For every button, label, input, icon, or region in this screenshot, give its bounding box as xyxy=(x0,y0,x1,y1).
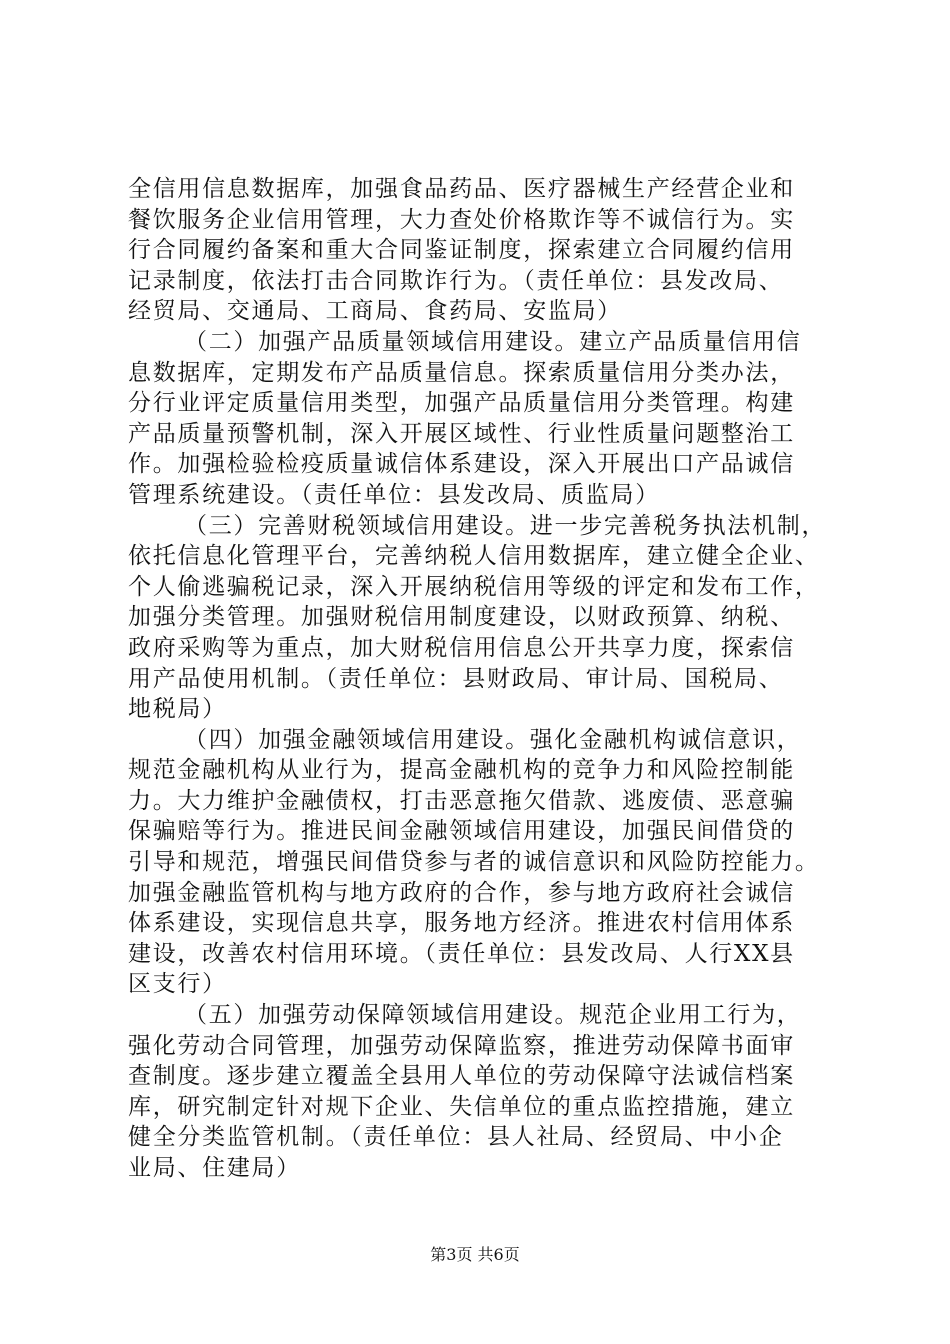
text-line-16: 政府采购等为重点，加大财税信用信息公开共享力度，探索信 xyxy=(128,634,795,661)
section-2-heading-line: （二）加强产品质量领域信用建设。建立产品质量信用信 xyxy=(184,328,802,355)
text-line-22: 保骗赔等行为。推进民间金融领域信用建设，加强民间借贷的 xyxy=(128,818,795,845)
text-line-29: 强化劳动合同管理，加强劳动保障监察，推进劳动保障书面审 xyxy=(128,1032,795,1059)
text-line-1: 全信用信息数据库，加强食品药品、医疗器械生产经营企业和 xyxy=(128,176,795,202)
text-line-10: 作。加强检验检疫质量诚信体系建设，深入开展出口产品诚信 xyxy=(128,451,795,478)
text-line-13: 依托信息化管理平台，完善纳税人信用数据库，建立健全企业、 xyxy=(128,543,820,570)
text-line-7: 息数据库，定期发布产品质量信息。探索质量信用分类办法， xyxy=(128,359,795,386)
text-line-31: 库，研究制定针对规下企业、失信单位的重点监控措施，建立 xyxy=(128,1093,795,1120)
text-line-4: 记录制度，依法打击合同欺诈行为。（责任单位：县发改局、 xyxy=(128,267,784,294)
text-line-21: 力。大力维护金融债权，打击恶意拖欠借款、逃废债、恶意骗 xyxy=(128,787,795,814)
text-line-18: 地税局） xyxy=(128,696,227,723)
text-line-25: 体系建设，实现信息共享，服务地方经济。推进农村信用体系 xyxy=(128,910,795,937)
text-line-17: 用产品使用机制。（责任单位：县财政局、审计局、国税局、 xyxy=(128,665,784,692)
text-line-15: 加强分类管理。加强财税信用制度建设，以财政预算、纳税、 xyxy=(128,604,795,631)
text-line-9: 产品质量预警机制，深入开展区域性、行业性质量问题整治工 xyxy=(128,420,795,447)
text-line-20: 规范金融机构从业行为，提高金融机构的竞争力和风险控制能 xyxy=(128,757,795,784)
section-5-heading-line: （五）加强劳动保障领域信用建设。规范企业用工行为， xyxy=(184,1002,802,1029)
text-line-5: 经贸局、交通局、工商局、食药局、安监局） xyxy=(128,298,622,325)
text-line-24: 加强金融监管机构与地方政府的合作，参与地方政府社会诚信 xyxy=(128,879,795,906)
text-line-32: 健全分类监管机制。（责任单位：县人社局、经贸局、中小企 xyxy=(128,1124,784,1151)
text-line-30: 查制度。逐步建立覆盖全县用人单位的劳动保障守法诚信档案 xyxy=(128,1063,795,1090)
text-line-3: 行合同履约备案和重大合同鉴证制度，探索建立合同履约信用 xyxy=(128,237,795,264)
text-line-26: 建设，改善农村信用环境。（责任单位：县发改局、人行XX县 xyxy=(128,940,795,967)
text-line-8: 分行业评定质量信用类型，加强产品质量信用分类管理。构建 xyxy=(128,390,795,417)
page-number-footer: 第3页 共6页 xyxy=(430,1245,520,1264)
section-3-heading-line: （三）完善财税领域信用建设。进一步完善税务执法机制， xyxy=(184,512,827,539)
text-line-14: 个人偷逃骗税记录，深入开展纳税信用等级的评定和发布工作， xyxy=(128,573,820,600)
text-line-33: 业局、住建局） xyxy=(128,1155,301,1181)
text-line-27: 区支行） xyxy=(128,971,227,998)
text-line-11: 管理系统建设。（责任单位：县发改局、质监局） xyxy=(128,481,660,508)
text-line-2: 餐饮服务企业信用管理，大力查处价格欺诈等不诚信行为。实 xyxy=(128,206,795,233)
section-4-heading-line: （四）加强金融领域信用建设。强化金融机构诚信意识， xyxy=(184,726,802,753)
document-body xyxy=(128,174,840,1184)
text-line-23: 引导和规范，增强民间借贷参与者的诚信意识和风险防控能力。 xyxy=(128,849,820,876)
